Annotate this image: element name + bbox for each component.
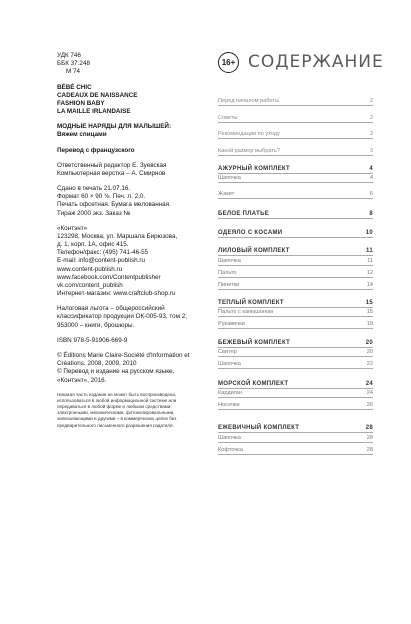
toc-page-number: 15 [365,300,373,306]
toc-section-row [218,230,373,238]
tax-line: классификатор продукции ОК-005-93, том 2; [57,313,187,321]
toc-item-row [218,361,373,369]
copyright-line: Créations, 2008, 2009, 2010 [57,360,137,368]
toc-label: Кофточка [218,447,243,453]
toc-label: Шапочка [218,435,241,441]
toc-label: Шапочка [218,361,241,367]
age-rating-badge: 16+ [218,52,239,73]
translation-note [57,147,232,155]
toc-page-number: 28 [366,435,373,441]
book-subtitle: Вяжем спицами [57,131,107,139]
book-title [57,123,232,139]
toc-page-number: 20 [365,340,373,346]
toc-label: Рукавички [218,321,245,327]
notice-line: предварительного письменного разрешения издателя. [57,422,174,428]
orig-title: CADEAUX DE NAISSANCE [57,91,138,99]
toc-item-row [218,447,373,455]
notice-line: записывающими и другими – в коммерческих целях без [57,416,177,422]
toc-item-row [218,282,373,290]
toc-item-row [218,270,373,278]
toc-label: Шапочка [218,258,241,264]
copyright-line: «Контэнт», 2016. [57,376,107,384]
toc-item-row [218,98,373,106]
publisher-line: «Контэнт» [57,224,88,232]
toc-section-row [218,340,373,348]
toc-page-number: 2 [369,98,373,104]
toc-page-number: 14 [366,282,373,288]
copyright [57,352,232,385]
toc-label: Советы [218,115,238,121]
toc-page-number: 10 [365,230,373,236]
publisher-line: д. 1, корп. 1А, офис 415. [57,241,129,249]
contents-header [218,52,384,74]
toc-page-number: 22 [366,361,373,367]
toc-item-row [218,309,373,317]
tax-line: 953000 – книги, брошюры. [57,321,135,329]
udk-code: УДК 746 [57,52,81,59]
publisher-line: Интернет-магазин: www.craftclub-shop.ru [57,290,176,298]
toc-item-row [218,258,373,266]
bbk-code: ББК 37.248 [57,60,90,68]
toc-label: Шапочка [218,175,241,181]
publisher-line: www.facebook.com/Contentpublisher [57,273,161,281]
imprint-column [57,52,235,436]
toc-label: БЕЛОЕ ПЛАТЬЕ [218,211,269,217]
toc-page-number: 24 [366,390,373,396]
toc-page-number: 11 [367,258,373,264]
toc-section-row [218,166,373,174]
publisher-line: Телефон/факс: (495) 741-46-55 [57,249,149,257]
toc-label: Перед началом работы [218,98,279,104]
print-line: Формат 60 × 90 ⅛. Печ. л. 2,0. [57,193,146,201]
notice-line: использоваться в любой информационной системе или [57,397,177,403]
orig-title: FASHION BABY [57,99,105,107]
toc-label: МОРСКОЙ КОМПЛЕКТ [218,381,289,387]
toc-page-number: 11 [366,248,373,254]
toc-page-number: 6 [369,191,373,197]
toc-page-number: 26 [366,402,373,408]
toc-page-number: 4 [369,175,373,181]
publisher-line: E-mail: info@content-publish.ru [57,257,145,265]
toc-section-row [218,381,373,389]
tax-info [57,305,232,330]
toc-page-number: 4 [369,166,373,172]
print-line: Печать офсетная. Бумага мелованная. [57,201,171,209]
toc-item-row [218,131,373,139]
publisher-line: www.content-publish.ru [57,265,123,273]
toc-page-number: 15 [366,309,373,315]
isbn-text: ISBN 978-5-91906-669-9 [57,336,128,344]
toc-label: ЕЖЕВИЧНЫЙ КОМПЛЕКТ [218,425,300,431]
print-line: Сдано в печать 21.07.16. [57,185,131,193]
original-titles [57,84,232,117]
toc-label: Пинетки [218,282,240,288]
toc-section-row [218,211,373,219]
toc-item-row [218,175,373,183]
toc-label: ТЕПЛЫЙ КОМПЛЕКТ [218,300,284,306]
toc-page-number: 24 [365,381,373,387]
isbn [57,337,232,345]
toc-item-row [218,115,373,123]
toc-label: Пальто с капюшоном [218,309,273,315]
book-title-main: МОДНЫЕ НАРЯДЫ ДЛЯ МАЛЫШЕЙ: [57,123,172,131]
publisher-line: vk.com/content_publish [57,281,123,289]
toc-label: ЛИЛОВЫЙ КОМПЛЕКТ [218,248,290,254]
layout-credit: Компьютерная верстка – А. Смирнов [57,169,166,177]
toc-label: ОДЕЯЛО С КОСАМИ [218,230,283,236]
toc-label: Рекомендации по уходу [218,131,280,137]
notice-line: передаваться в любой форме и любыми средствами: [57,404,172,410]
toc-page-number: 28 [366,447,373,453]
translation-text: Перевод с французского [57,146,135,154]
toc-item-row [218,390,373,398]
tax-line: Налоговая льгота – общероссийский [57,305,165,313]
toc-section-row [218,300,373,308]
toc-page-number: 8 [369,211,373,217]
toc-label: АЖУРНЫЙ КОМПЛЕКТ [218,166,290,172]
toc-page-number: 28 [365,425,373,431]
toc-page-number: 20 [366,349,373,355]
toc-page-number: 3 [369,148,373,154]
editor-credit: Ответственный редактор Е. Зуевская [57,161,167,169]
notice-line: Никакая часть издания не может быть воспроизведена, [57,391,177,397]
toc-page-number: 3 [369,131,373,137]
orig-title: LA MAILLE IRLANDAISE [57,108,131,116]
toc-label: Жакет [218,191,235,197]
contents-title: СОДЕРЖАНИЕ [248,52,384,72]
toc-label: Кардиган [218,390,242,396]
copyright-line: © Éditions Marie Claire-Société d'Information et [57,351,190,359]
toc-label: Свитер [218,349,237,355]
toc-page-number: 18 [366,321,373,327]
publisher-line: 123298, Москва, ул. Маршала Бирюзова, [57,232,178,240]
author-mark: М 74 [66,68,80,76]
credits [57,162,232,178]
toc-item-row [218,402,373,410]
print-info [57,185,235,218]
rights-notice [57,392,232,429]
toc-page-number: 2 [369,115,373,121]
toc-section-row [218,248,373,256]
orig-title: BÉBÉ CHIC [57,83,92,91]
toc-item-row [218,349,373,357]
toc-label: Какой размер выбрать? [218,148,280,154]
toc-label: Пальто [218,270,237,276]
toc-page-number: 12 [366,270,373,276]
toc-section-row [218,425,373,433]
publisher-info [57,225,232,299]
toc-item-row [218,191,373,199]
notice-line: электронными, механическими, фотокопировальными, [57,410,175,416]
toc-label: БЕЖЕВЫЙ КОМПЛЕКТ [218,340,291,346]
toc-label: Носочки [218,402,240,408]
classification-codes [57,52,232,77]
toc-item-row [218,148,373,156]
print-line: Тираж 2000 экз. Заказ № [57,209,131,217]
toc-item-row [218,321,373,329]
copyright-line: © Перевод и издание на русском языке, [57,368,175,376]
toc-item-row [218,435,373,443]
